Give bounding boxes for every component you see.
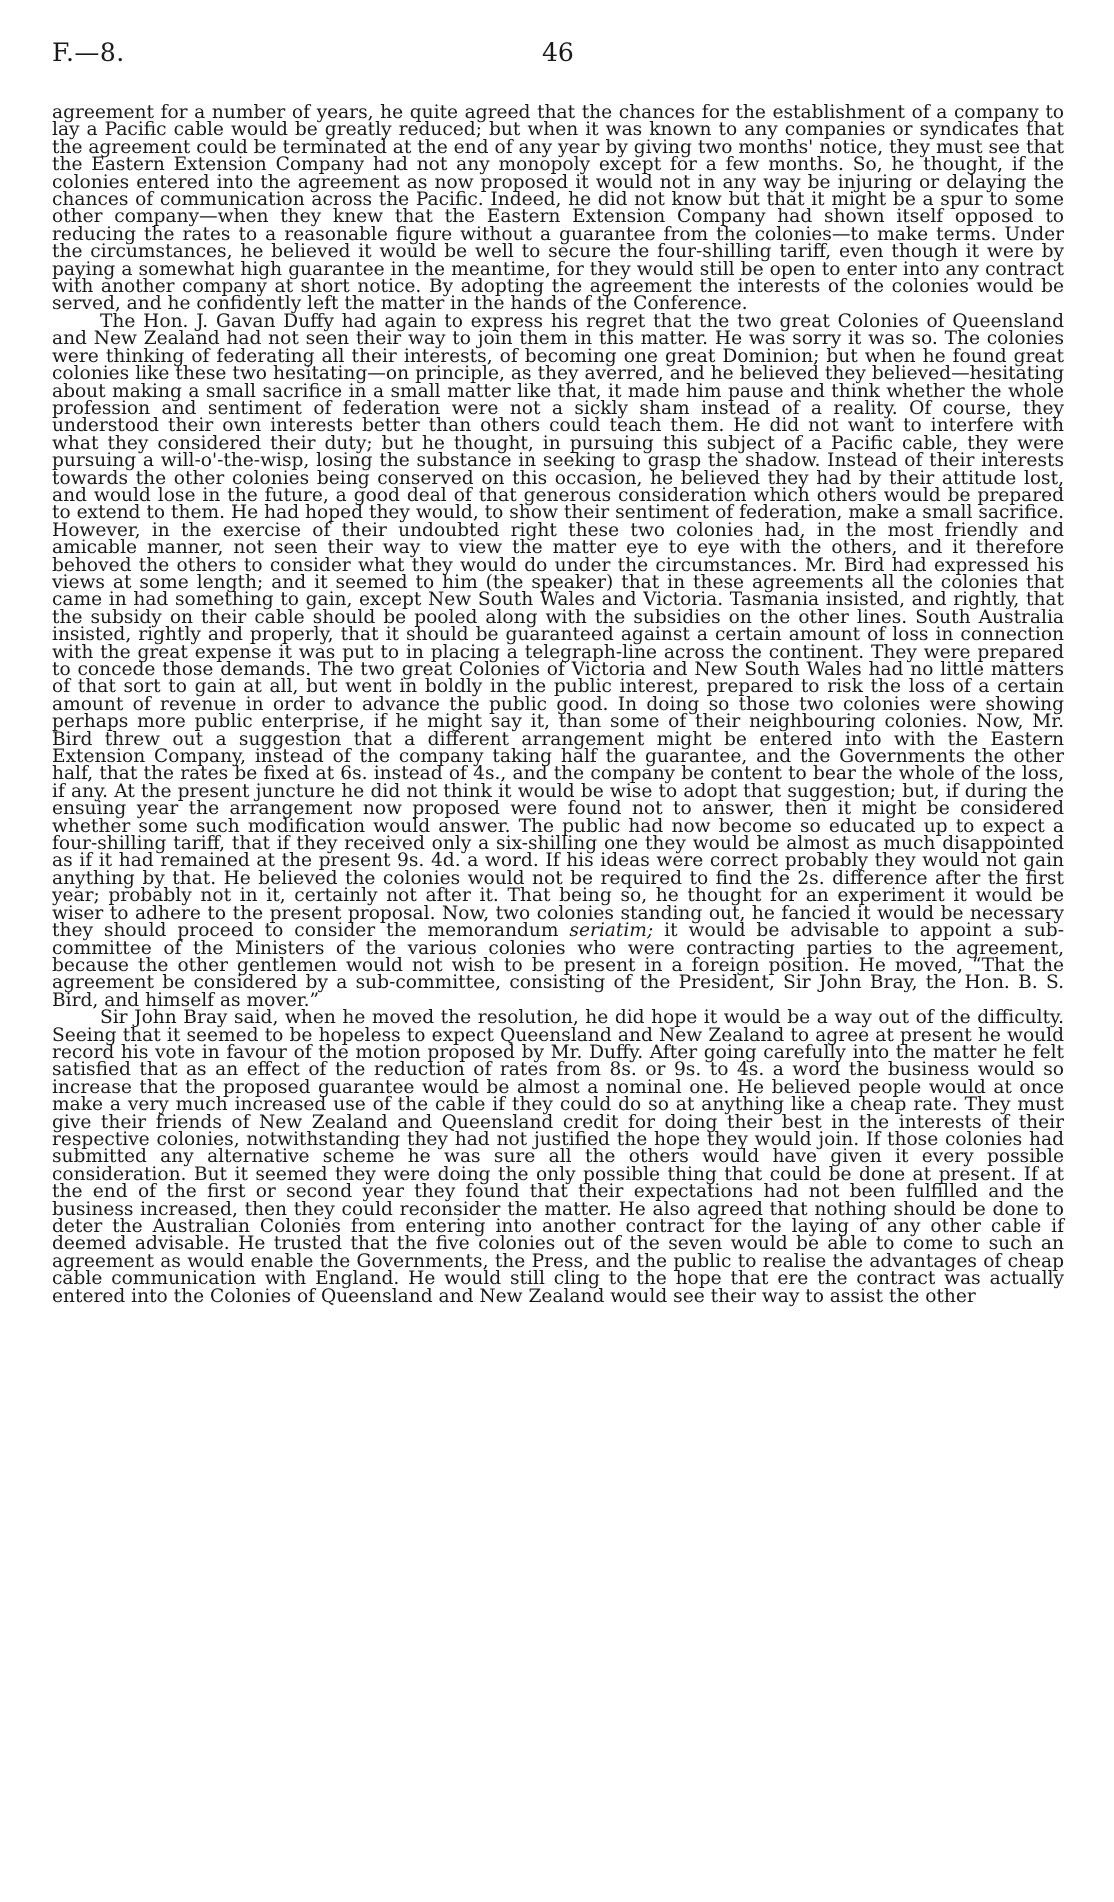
- paragraph-continuation: agreement for a number of years, he quite agreed that the chances for the establishment of a company to lay a Pacific cable would be greatly reduced; but when it was known to any companies or syndicates that the agreement could be terminated at the end of any year by giving two months' notice, they must see that the Eastern Extension Company had not any monopoly except for a few months. So, he thought, if the colonies entered into the agreement as now proposed it would not in any way be injuring or delaying the chances of communication across the Pacific. Indeed, he did not know but that it might be a spur to some other company—when they knew that the Eastern Extension Company had shown itself opposed to reducing the rates to a reasonable figure without a guarantee from the colonies—to make terms. Under the circumstances, he believed it would be well to secure the four-shilling tariff, even though it were by paying a somewhat high guarantee in the meantime, for they would still be open to enter into any contract with another company at short notice. By adopting the agreement the interests of the colonies would be served, and he confidently left the matter in the hands of the Conference.: [52, 102, 1064, 315]
- document-reference: F.—8.: [52, 38, 125, 67]
- page-header: [52, 38, 1062, 78]
- italic-term: seriatim;: [569, 920, 654, 942]
- paragraph-duffy-text-end: it would be advisable to appoint a sub-committee of the Ministers of the various colonies who were contracting parties to the agreement, because the other gentlemen would not wish to be present in a foreign position. He moved, “That the agreement be considered by a sub-committee, consisting of the President, Sir John Bray, the Hon. B. S. Bird, and himself as mover.”: [52, 920, 1064, 1011]
- paragraph-bray: Sir John Bray said, when he moved the resolution, he did hope it would be a way out of the difficulty. Seeing that it seemed to be hopeless to expect Queensland and New Zealand to agree at present he would record his vote in favour of the motion proposed by Mr. Duffy. After going carefully into the matter he felt satisfied that as an effect of the reduction of rates from 8s. or 9s. to 4s. a word the business would so increase that the proposed guarantee would be almost a nominal one. He believed people would at once make a very much increased use of the cable if they could do so at anything like a cheap rate. They must give their friends of New Zealand and Queensland credit for doing their best in the interests of their respective colonies, notwithstanding they had not justified the hope they would join. If those colonies had submitted any alternative scheme he was sure all the others would have given it every possible consideration. But it seemed they were doing the only possible thing that could be done at present. If at the end of the first or second year they found that their expectations had not been fulfilled and the business increased, then they could reconsider the matter. He also agreed that nothing should be done to deter the Australian Colonies from entering into another contract for the laying of any other cable if deemed advisable. He trusted that the five colonies out of the seven would be able to come to such an agreement as would enable the Governments, the Press, and the public to realise the advantages of cheap cable communication with England. He would still cling to the hope that ere the contract was actually entered into the Colonies of Queensland and New Zealand would see their way to assist the other: [52, 1007, 1064, 1307]
- page-number: 46: [542, 38, 574, 67]
- paragraph-duffy: [52, 310, 1064, 1011]
- body-text: [52, 104, 1064, 1305]
- paragraph-duffy-text: The Hon. J. Gavan Duffy had again to express his regret that the two great Colonies of Queensland and New Zealand had not seen their way to join them in this matter. He was sorry it was so. The colonies were thinking of federating all their interests, of becoming one great Dominion; but when he found great colonies like these two hesitating—on principle, as they averred, and he believed they believed—hesitating about making a small sacrifice in a small matter like that, it made him pause and think whether the whole profession and sentiment of federation were not a sickly sham instead of a reality. Of course, they understood their own interests better than others could teach them. He did not want to interfere with what they considered their duty; but he thought, in pursuing this subject of a Pacific cable, they were pursuing a will-o'-the-wisp, losing the substance in seeking to grasp the shadow. Instead of their interests towards the other colonies being conserved on this occasion, he believed they had by their attitude lost, and would lose in the future, a good deal of that generous consideration which others would be prepared to extend to them. He had hoped they would, to show their sentiment of federation, make a small sacrifice. However, in the exercise of their undoubted right these two colonies had, in the most friendly and amicable manner, not seen their way to view the matter eye to eye with the others, and it therefore behoved the others to consider what they would do under the circumstances. Mr. Bird had expressed his views at some length; and it seemed to him (the speaker) that in these agreements all the colonies that came in had something to gain, except New South Wales and Victoria. Tasmania insisted, and rightly, that the subsidy on their cable should be pooled along with the subsidies on the other lines. South Australia insisted, rightly and properly, that it should be guaranteed against a certain amount of loss in connection with the great expense it was put to in placing a telegraph-line across the continent. They were prepared to concede those demands. The two great Colonies of Victoria and New South Wales had no little matters of that sort to gain at all, but went in boldly in the public interest, prepared to risk the loss of a certain amount of revenue in order to advance the public good. In doing so those two colonies were showing perhaps more public enterprise, if he might say it, than some of their neighbouring colonies. Now, Mr. Bird threw out a suggestion that a different arrangement might be entered into with the Eastern Extension Company, instead of the company taking half the guarantee, and the Governments the other half, that the rates be fixed at 6s. instead of 4s., and the company be content to bear the whole of the loss, if any. At the present juncture he did not think it would be wise to adopt that suggestion; but, if during the ensuing year the arrangement now proposed were found not to answer, then it might be considered whether some such modification would answer. The public had now become so educated up to expect a four-shilling tariff, that if they received only a six-shilling one they would be almost as much disappointed as if it had remained at the present 9s. 4d. a word. If his ideas were correct probably they would not gain anything by that. He believed the colonies would not be required to find the 2s. difference after the first year; probably not in it, certainly not after it. That being so, he thought for an experiment it would be wiser to adhere to the present proposal. Now, two colonies standing out, he fancied it would be necessary they should proceed to consider the memorandum: [52, 310, 1064, 942]
